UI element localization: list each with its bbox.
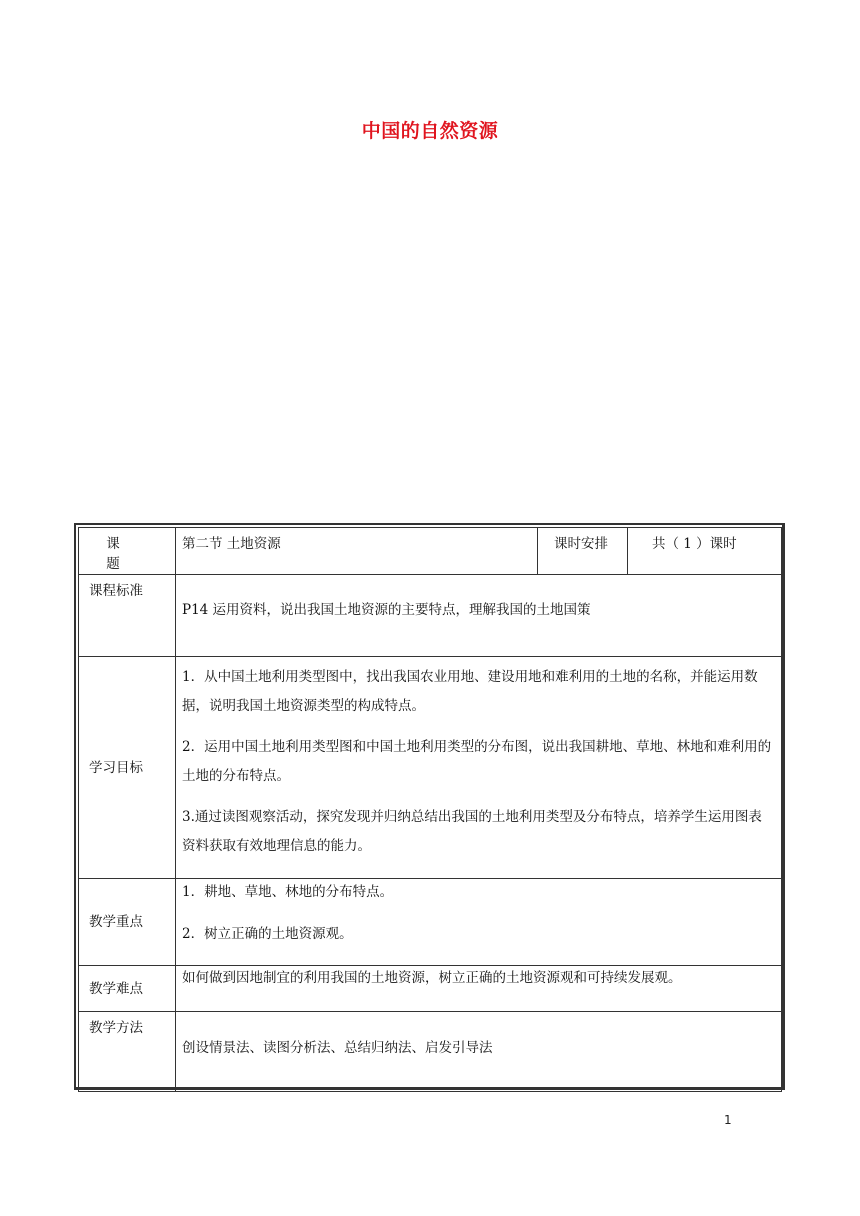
table-row	[79, 966, 782, 1012]
goal-item: 2．运用中国土地利用类型图和中国土地利用类型的分布图，说出我国耕地、草地、林地和难利用的土地的分布特点。	[182, 739, 772, 784]
table-row	[79, 575, 782, 657]
key-points-label: 教学重点	[79, 879, 176, 966]
course-label-cell	[79, 528, 176, 575]
schedule-label: 课时安排	[538, 528, 628, 575]
schedule-value: 共（ 1 ）课时	[628, 528, 782, 575]
table-row	[79, 879, 782, 966]
course-label: 课 题	[106, 536, 148, 572]
methods-value: 创设情景法、读图分析法、总结归纳法、启发引导法	[176, 1012, 782, 1092]
goals-label: 学习目标	[79, 657, 176, 879]
page-number: 1	[724, 1113, 732, 1127]
table-row	[79, 1012, 782, 1092]
difficulties-value: 如何做到因地制宜的利用我国的土地资源，树立正确的土地资源观和可持续发展观。	[176, 966, 782, 1012]
key-points-cell	[176, 879, 782, 966]
table-row	[79, 528, 782, 575]
page-title: 中国的自然资源	[361, 120, 499, 142]
lesson-plan-table	[78, 527, 782, 1092]
difficulties-label: 教学难点	[79, 966, 176, 1012]
goal-item: 3.通过读图观察活动，探究发现并归纳总结出我国的土地利用类型及分布特点，培养学生运用图表资料获取有效地理信息的能力。	[182, 809, 762, 854]
standard-label: 课程标准	[79, 575, 176, 657]
key-point-item: 1．耕地、草地、林地的分布特点。	[182, 884, 394, 900]
standard-value: P14 运用资料，说出我国土地资源的主要特点，理解我国的土地国策	[176, 575, 782, 657]
goal-item: 1．从中国土地利用类型图中，找出我国农业用地、建设用地和难利用的土地的名称，并能运用数据，说明我国土地资源类型的构成特点。	[182, 669, 758, 714]
course-value: 第二节 土地资源	[176, 528, 538, 575]
key-point-item: 2．树立正确的土地资源观。	[182, 926, 353, 942]
goals-cell	[176, 657, 782, 879]
methods-label: 教学方法	[79, 1012, 176, 1092]
table-row	[79, 657, 782, 879]
